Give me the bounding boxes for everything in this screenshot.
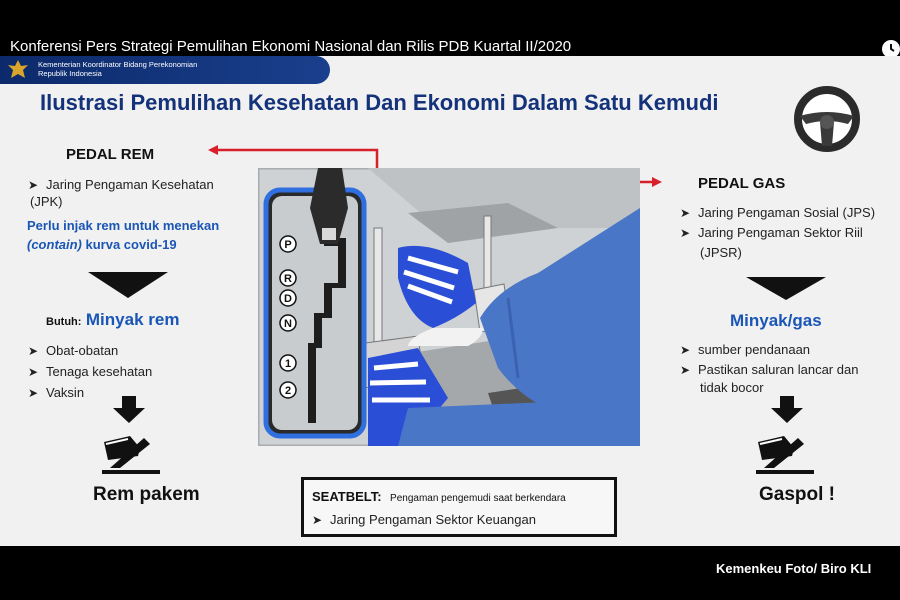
presentation-slide xyxy=(0,56,900,546)
seatbelt-item-label: Jaring Pengaman Sektor Keuangan xyxy=(330,512,536,527)
brake-need xyxy=(46,310,179,330)
gas-items xyxy=(680,204,900,262)
foot-on-pedal-icon xyxy=(754,430,816,476)
ministry-name xyxy=(38,60,197,78)
bullet-arrow-icon: ➤ xyxy=(680,206,691,220)
gear-label-1: 1 xyxy=(284,358,292,370)
left-item-jpk-label: Jaring Pengaman Kesehatan xyxy=(46,177,214,192)
seatbelt-item xyxy=(312,511,536,529)
video-title[interactable]: Konferensi Pers Strategi Pemulihan Ekonomi Nasional dan Rilis PDB Kuartal II/2020 xyxy=(10,38,572,55)
bullet-arrow-icon: ➤ xyxy=(312,513,323,527)
seatbelt-header xyxy=(312,488,566,506)
down-triangle-icon xyxy=(746,275,826,301)
brake-note-rest: kurva covid-19 xyxy=(81,237,177,252)
list-item-label: Tenaga kesehatan xyxy=(46,364,153,379)
ministry-banner xyxy=(0,56,330,84)
gas-pedal-heading: PEDAL GAS xyxy=(698,175,786,192)
list-item xyxy=(680,224,900,242)
video-top-bar xyxy=(0,0,900,26)
list-item xyxy=(680,341,858,359)
bullet-arrow-icon: ➤ xyxy=(28,386,39,400)
pedal-illustration xyxy=(258,168,640,446)
ministry-line-1: Kementerian Koordinator Bidang Perekonomian xyxy=(38,60,198,69)
left-item-jpk-abbr: (JPK) xyxy=(30,194,63,209)
bullet-arrow-icon: ➤ xyxy=(680,363,691,377)
bullet-arrow-icon: ➤ xyxy=(28,365,39,379)
slide-title: Ilustrasi Pemulihan Kesehatan Dan Ekonomi Dalam Satu Kemudi xyxy=(40,90,719,115)
list-item-label: Pastikan saluran lancar dan xyxy=(698,362,859,377)
brake-note-contain: (contain) xyxy=(27,237,82,252)
down-arrow-icon xyxy=(770,396,804,424)
list-item xyxy=(28,363,152,381)
list-item-label: Obat-obatan xyxy=(46,343,119,358)
brake-action: Rem pakem xyxy=(93,484,200,505)
foot-on-pedal-icon xyxy=(100,430,162,476)
brake-note-line-2 xyxy=(27,235,219,254)
down-triangle-icon xyxy=(88,270,168,300)
brake-needs-list xyxy=(28,342,152,402)
gear-label-n: N xyxy=(284,318,292,330)
list-item-label: sumber pendanaan xyxy=(698,342,811,357)
list-item-label: Vaksin xyxy=(46,385,85,400)
list-item-continued: tidak bocor xyxy=(700,380,764,395)
brake-need-value: Minyak rem xyxy=(85,310,180,329)
brake-note-line-1: Perlu injak rem untuk menekan xyxy=(27,218,220,233)
list-item xyxy=(680,204,900,222)
bullet-arrow-icon: ➤ xyxy=(680,343,691,357)
brake-pedal-heading: PEDAL REM xyxy=(66,146,155,163)
brake-note xyxy=(27,216,219,254)
gear-label-r: R xyxy=(284,273,292,285)
left-item-jpk xyxy=(28,176,214,194)
gas-need-value: Minyak/gas xyxy=(730,311,822,330)
down-arrow-icon xyxy=(112,396,146,424)
gas-needs-list xyxy=(680,341,858,397)
gas-action: Gaspol ! xyxy=(759,484,836,505)
garuda-emblem-icon xyxy=(6,58,30,82)
seatbelt-label: SEATBELT: xyxy=(312,489,382,504)
gas-item-jps: Jaring Pengaman Sosial (JPS) xyxy=(698,205,876,220)
seatbelt-desc: Pengaman pengemudi saat berkendara xyxy=(390,493,566,504)
steering-wheel-icon xyxy=(790,82,864,156)
gear-label-p: P xyxy=(284,239,292,251)
bullet-arrow-icon: ➤ xyxy=(28,344,39,358)
bullet-arrow-icon: ➤ xyxy=(680,226,691,240)
ministry-line-2: Republik Indonesia xyxy=(38,69,102,78)
gas-item-jpsr: Jaring Pengaman Sektor Riil xyxy=(698,225,863,240)
gear-label-2: 2 xyxy=(284,385,292,397)
gear-label-d: D xyxy=(284,293,292,305)
list-item xyxy=(28,342,152,360)
gas-item-jpsr-abbr: (JPSR) xyxy=(700,245,742,260)
seatbelt-box xyxy=(301,477,617,537)
bullet-arrow-icon: ➤ xyxy=(28,178,39,192)
photo-credit-watermark: Kemenkeu Foto/ Biro KLI xyxy=(716,561,872,576)
list-item xyxy=(680,361,858,379)
brake-need-label: Butuh: xyxy=(46,316,82,328)
